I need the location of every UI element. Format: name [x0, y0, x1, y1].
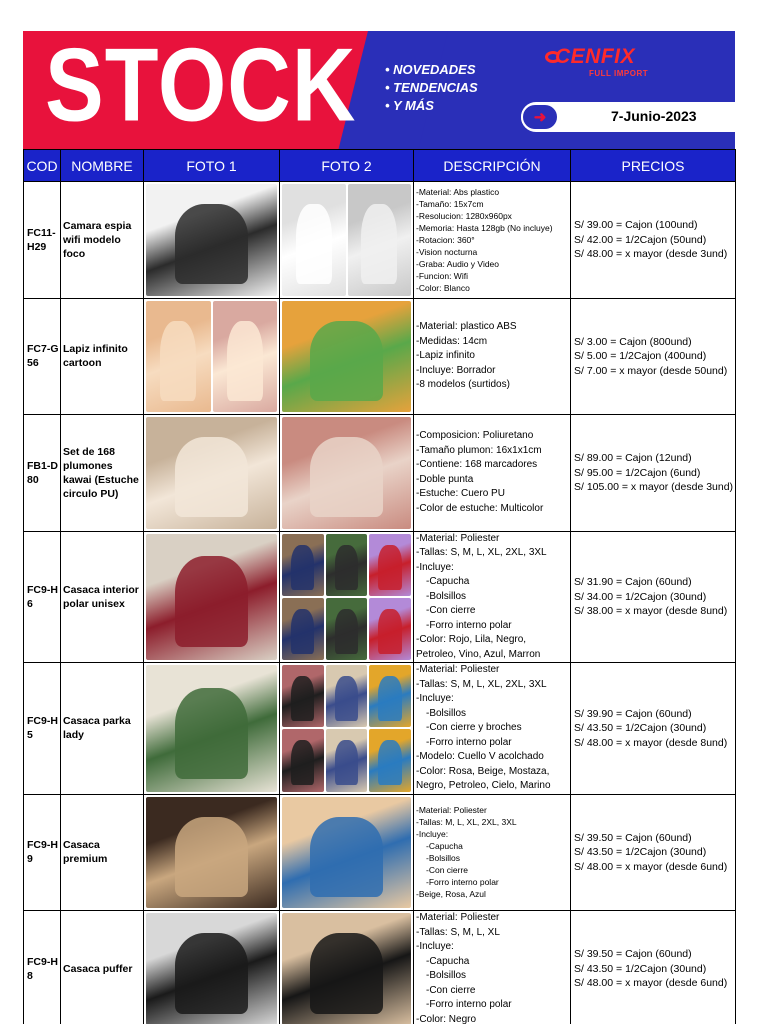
description-line: -Memoria: Hasta 128gb (No incluye): [416, 222, 553, 233]
description-line: -Composicion: Poliuretano: [416, 430, 534, 442]
price-line: S/ 95.00 = 1/2Cajon (6und): [574, 466, 701, 479]
price-line: S/ 105.00 = x mayor (desde 3und): [574, 481, 734, 493]
product-photo-tile: [282, 598, 324, 660]
product-photo-tile: [282, 417, 411, 529]
description-line: Petroleo, Vino, Azul, Marron: [416, 648, 541, 660]
product-code: FC9-H8: [24, 911, 61, 1024]
product-description: [414, 911, 571, 1024]
product-code: FB1-D80: [24, 415, 61, 532]
price-line: S/ 39.00 = Cajon (100und): [574, 219, 698, 231]
brand-logo: [545, 45, 657, 79]
photo-2-cell: [280, 182, 414, 299]
product-description: [414, 298, 571, 415]
page-title: STOCK: [45, 31, 357, 143]
table-row: [24, 298, 736, 415]
brand-name: CENFIX: [555, 45, 636, 68]
hooded-jackets-icon: [282, 797, 411, 909]
header-foto2: FOTO 2: [280, 150, 414, 182]
description-line: -Material: Abs plastico: [416, 186, 500, 197]
parka-colors-icon: [282, 665, 411, 792]
product-shape: [175, 204, 248, 284]
description-line: -Con cierre y broches: [426, 722, 522, 733]
product-shape: [160, 321, 196, 401]
description-line: -Tamaño: 15x7cm: [416, 198, 484, 209]
product-shape: [175, 817, 248, 897]
description-line: -Bolsillos: [426, 590, 467, 602]
description-line: -Material: Poliester: [416, 532, 500, 544]
product-description: [414, 794, 571, 911]
product-shape: [310, 817, 382, 897]
photo-1-cell: [144, 663, 280, 795]
price-line: S/ 38.00 = x mayor (desde 8und): [574, 605, 728, 617]
description-line: -Con cierre: [426, 865, 469, 876]
price-line: S/ 43.50 = 1/2Cajon (30und): [574, 962, 707, 975]
description-line: -Beige, Rosa, Azul: [416, 889, 486, 900]
product-shape: [291, 609, 314, 654]
bulb-camera-icon: [282, 184, 411, 296]
tagline-2: • TENDENCIAS: [385, 79, 478, 97]
description-line: -Vision nocturna: [416, 246, 478, 257]
header-descripcion: DESCRIPCIÓN: [414, 150, 571, 182]
description-line: -Color: Negro: [416, 1013, 477, 1024]
product-prices: [571, 415, 736, 532]
description-line: -Material: Poliester: [416, 912, 500, 923]
pencil-icon: [146, 301, 277, 413]
description-line: -Bolsillos: [426, 970, 467, 981]
price-line: S/ 39.90 = Cajon (60und): [574, 707, 692, 720]
price-line: S/ 48.00 = x mayor (desde 8und): [574, 736, 728, 749]
description-line: -Con cierre: [426, 605, 476, 616]
photo-2-cell: [280, 415, 414, 532]
product-name: Lapiz infinito cartoon: [61, 298, 144, 415]
product-shape: [335, 676, 358, 721]
product-name: Set de 168 plumones kawai (Estuche circulo PU): [61, 415, 144, 532]
product-code: FC9-H5: [24, 663, 61, 795]
header-banner: [23, 31, 735, 149]
product-shape: [378, 740, 401, 785]
tagline-3: • Y MÁS: [385, 97, 478, 115]
description-line: -Color: Rojo, Lila, Negro,: [416, 634, 527, 645]
product-photo-tile: [282, 184, 346, 296]
product-shape: [310, 437, 382, 517]
description-line: -Con cierre: [426, 984, 476, 996]
beige-jacket-icon: [146, 797, 277, 909]
product-prices: [571, 182, 736, 299]
price-line: S/ 31.90 = Cajon (60und): [574, 576, 692, 588]
description-line: -Material: plastico ABS: [416, 321, 517, 332]
product-shape: [335, 545, 358, 590]
product-photo-tile: [326, 665, 368, 727]
date-box: [521, 102, 735, 132]
product-photo-tile: [369, 598, 411, 660]
description-line: -Tamaño plumon: 16x1x1cm: [416, 444, 542, 456]
product-name: Casaca interior polar unisex: [61, 531, 144, 663]
product-photo-tile: [146, 913, 277, 1024]
product-description: [414, 531, 571, 663]
product-shape: [335, 740, 358, 785]
photo-1-cell: [144, 794, 280, 911]
description-line: -Capucha: [426, 955, 470, 967]
product-photo-tile: [326, 598, 368, 660]
product-photo-tile: [146, 665, 277, 792]
price-line: S/ 89.00 = Cajon (12und): [574, 452, 692, 464]
description-line: -Resolucion: 1280x960px: [416, 210, 512, 221]
table-row: [24, 911, 736, 1024]
product-code: FC11-H29: [24, 182, 61, 299]
price-line: S/ 42.00 = 1/2Cajon (50und): [574, 233, 707, 246]
description-line: -Lapiz infinito: [416, 350, 475, 361]
photo-1-cell: [144, 911, 280, 1024]
price-line: S/ 39.50 = Cajon (60und): [574, 948, 692, 961]
product-name: Casaca puffer: [61, 911, 144, 1024]
photo-2-cell: [280, 298, 414, 415]
description-line: -Estuche: Cuero PU: [416, 488, 505, 500]
marker-case-icon: [146, 417, 277, 529]
arrow-button[interactable]: [521, 103, 559, 131]
product-prices: [571, 663, 736, 795]
description-line: -Tallas: S, M, L, XL, 2XL, 3XL: [416, 678, 547, 690]
product-code: FC7-G56: [24, 298, 61, 415]
description-line: -Color: Blanco: [416, 282, 470, 293]
description-line: -Tallas: M, L, XL, 2XL, 3XL: [416, 817, 517, 828]
product-photo-tile: [282, 797, 411, 909]
product-prices: [571, 794, 736, 911]
brand-subtitle: FULL IMPORT: [589, 69, 649, 78]
description-line: -Incluye:: [416, 941, 454, 952]
product-photo-tile: [146, 301, 211, 413]
jacket-colors-icon: [282, 534, 411, 661]
product-description: [414, 663, 571, 795]
photo-1-cell: [144, 531, 280, 663]
product-shape: [291, 676, 314, 721]
price-line: S/ 43.50 = 1/2Cajon (30und): [574, 722, 707, 734]
photo-2-cell: [280, 911, 414, 1024]
product-description: [414, 415, 571, 532]
product-photo-tile: [282, 534, 324, 596]
product-shape: [310, 933, 382, 1014]
description-line: -Contiene: 168 marcadores: [416, 459, 538, 471]
product-code: FC9-H6: [24, 531, 61, 663]
product-shape: [291, 740, 314, 785]
description-line: -Color de estuche: Multicolor: [416, 502, 544, 514]
description-line: -Incluye: Borrador: [416, 364, 496, 376]
product-prices: [571, 298, 736, 415]
description-line: -Material: Poliester: [416, 805, 487, 816]
product-shape: [310, 321, 382, 401]
table-row: [24, 182, 736, 299]
price-line: S/ 34.00 = 1/2Cajon (30und): [574, 590, 707, 603]
table-header-row: [24, 150, 736, 182]
description-line: -Incluye:: [416, 561, 454, 573]
table-row: [24, 794, 736, 911]
photo-2-cell: [280, 663, 414, 795]
puffer-jacket-icon: [282, 913, 411, 1024]
product-photo-tile: [213, 301, 278, 413]
description-line: -Medidas: 14cm: [416, 335, 488, 347]
table-row: [24, 531, 736, 663]
description-line: -Color: Rosa, Beige, Mostaza,: [416, 765, 550, 777]
table-row: [24, 415, 736, 532]
description-line: -Modelo: Cuello V acolchado: [416, 751, 544, 762]
price-line: S/ 48.00 = x mayor (desde 6und): [574, 977, 728, 990]
table-row: [24, 663, 736, 795]
photo-2-cell: [280, 531, 414, 663]
description-line: -Bolsillos: [426, 853, 461, 864]
description-line: -Capucha: [426, 841, 463, 852]
price-line: S/ 7.00 = x mayor (desde 50und): [574, 364, 728, 377]
header-precios: PRECIOS: [571, 150, 736, 182]
description-line: -Graba: Audio y Video: [416, 258, 500, 269]
header-cod: COD: [24, 150, 61, 182]
product-shape: [175, 933, 248, 1014]
product-shape: [378, 676, 401, 721]
product-photo-tile: [326, 534, 368, 596]
product-photo-tile: [369, 534, 411, 596]
product-photo-tile: [282, 301, 411, 413]
taglines: [385, 61, 478, 115]
description-line: -8 modelos (surtidos): [416, 379, 510, 390]
product-shape: [175, 556, 248, 647]
description-line: -Capucha: [426, 576, 470, 587]
product-shape: [335, 609, 358, 654]
product-shape: [227, 321, 263, 401]
price-line: S/ 39.50 = Cajon (60und): [574, 831, 692, 844]
product-description: [414, 182, 571, 299]
price-line: S/ 5.00 = 1/2Cajon (400und): [574, 350, 707, 362]
photo-1-cell: [144, 298, 280, 415]
description-line: -Forro interno polar: [426, 736, 512, 748]
photo-1-cell: [144, 182, 280, 299]
arrow-right-icon: ➜: [533, 108, 547, 126]
header-foto1: FOTO 1: [144, 150, 280, 182]
product-photo-tile: [369, 665, 411, 727]
product-shape: [378, 609, 401, 654]
price-line: S/ 3.00 = Cajon (800und): [574, 335, 692, 348]
price-line: S/ 48.00 = x mayor (desde 6und): [574, 860, 728, 873]
photo-2-cell: [280, 794, 414, 911]
product-prices: [571, 911, 736, 1024]
description-line: -Doble punta: [416, 473, 474, 485]
photo-1-cell: [144, 415, 280, 532]
product-shape: [175, 437, 248, 517]
description-line: -Funcion: Wifi: [416, 270, 468, 281]
product-shape: [361, 204, 397, 284]
cartoon-pencils-icon: [282, 301, 411, 413]
product-name: Casaca parka lady: [61, 663, 144, 795]
price-line: S/ 48.00 = x mayor (desde 3und): [574, 248, 728, 260]
parka-icon: [146, 665, 277, 792]
description-line: -Bolsillos: [426, 707, 467, 719]
product-photo-tile: [146, 534, 277, 661]
product-code: FC9-H9: [24, 794, 61, 911]
product-photo-tile: [282, 729, 324, 791]
drawing-icon: [282, 417, 411, 529]
description-line: -Material: Poliester: [416, 664, 500, 675]
product-name: Casaca premium: [61, 794, 144, 911]
description-line: Negro, Petroleo, Cielo, Marino: [416, 780, 551, 791]
description-line: -Incluye:: [416, 693, 454, 704]
product-photo-tile: [282, 665, 324, 727]
product-photo-tile: [326, 729, 368, 791]
date-label: 7-Junio-2023: [611, 108, 697, 124]
product-name: Camara espia wifi modelo foco: [61, 182, 144, 299]
description-line: -Forro interno polar: [426, 619, 512, 631]
description-line: -Forro interno polar: [426, 877, 499, 888]
product-prices: [571, 531, 736, 663]
description-line: -Incluye:: [416, 829, 449, 840]
product-shape: [296, 204, 332, 284]
product-photo-tile: [282, 913, 411, 1024]
description-line: -Rotacion: 360°: [416, 234, 475, 245]
product-photo-tile: [348, 184, 412, 296]
product-photo-tile: [369, 729, 411, 791]
quilted-jacket-icon: [146, 534, 277, 661]
wifi-bulb-camera-icon: [146, 184, 277, 296]
description-line: -Tallas: S, M, L, XL, 2XL, 3XL: [416, 547, 547, 558]
product-photo-tile: [146, 797, 277, 909]
product-photo-tile: [146, 184, 277, 296]
description-line: -Forro interno polar: [426, 999, 512, 1010]
description-line: -Tallas: S, M, L, XL: [416, 926, 500, 938]
product-shape: [175, 688, 248, 779]
product-shape: [291, 545, 314, 590]
price-line: S/ 43.50 = 1/2Cajon (30und): [574, 846, 707, 858]
puffer-jacket-icon: [146, 913, 277, 1024]
stock-table: [23, 149, 736, 1024]
header-nombre: NOMBRE: [61, 150, 144, 182]
product-shape: [378, 545, 401, 590]
tagline-1: • NOVEDADES: [385, 61, 478, 79]
product-photo-tile: [146, 417, 277, 529]
